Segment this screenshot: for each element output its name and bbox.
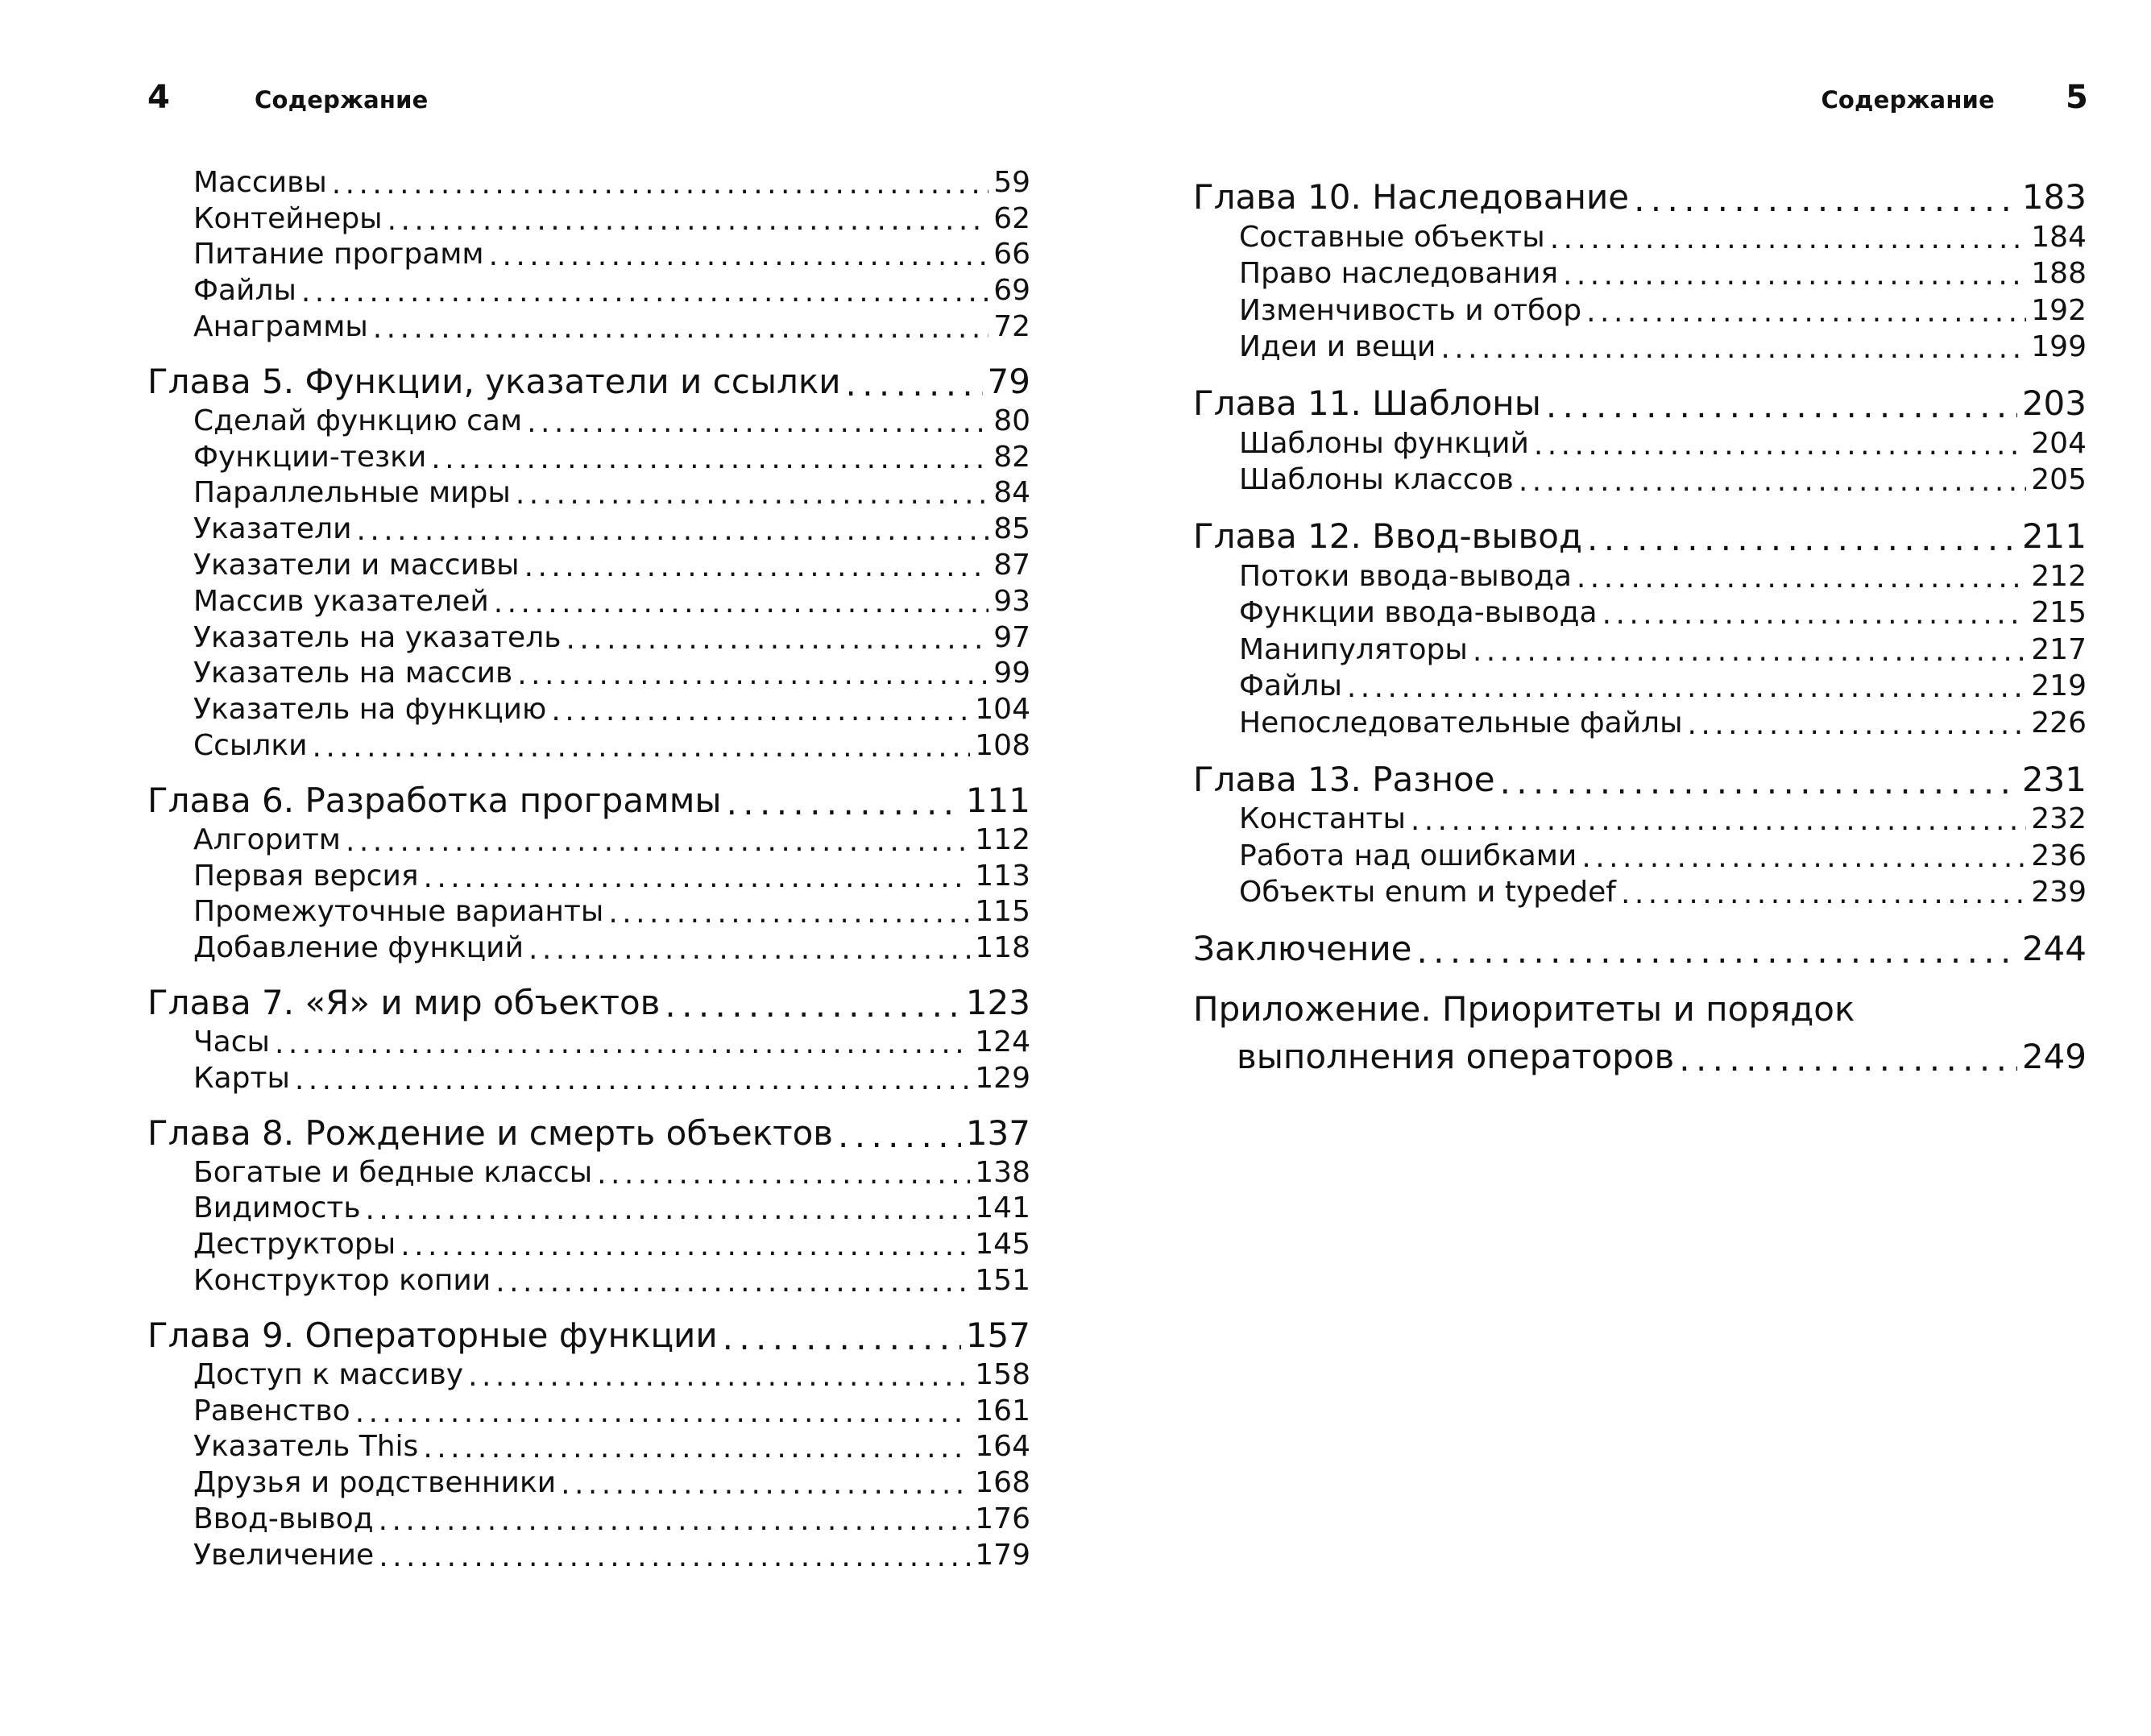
section-entry [147,1022,1030,1059]
section-entry [147,271,1030,307]
leader-dots [295,1066,970,1095]
section-title: Доступ к массиву [193,1357,464,1391]
section-title: Сделай функцию сам [193,404,523,437]
chapter-entry [1193,506,2087,556]
right-running-head [1821,79,2088,116]
section-entry [1193,217,2087,254]
section-title: Указатель на массив [193,657,513,690]
page-number: 112 [975,822,1030,856]
toc-group [147,1104,1030,1297]
section-entry [147,1189,1030,1225]
chapter-title: Глава 9. Операторные функции [147,1315,718,1355]
leader-dots [561,1470,970,1499]
leader-dots [366,1195,971,1224]
section-entry [147,1355,1030,1391]
section-entry [147,1391,1030,1427]
page-number: 232 [2031,802,2087,835]
page-number: 168 [975,1466,1030,1500]
appendix-title-line2: выполнения операторов [1237,1037,1675,1076]
section-title: Деструкторы [193,1228,396,1262]
page-number: 108 [975,728,1030,762]
page-number: 217 [2031,632,2087,666]
page-number: 215 [2031,596,2087,629]
section-title: Непоследовательные файлы [1239,706,1683,740]
section-title: Увеличение [193,1538,375,1572]
page-number: 151 [975,1263,1030,1297]
section-title: Анаграммы [193,309,368,343]
leader-dots [1621,880,2026,909]
page-number: 192 [2031,293,2087,327]
chapter-title: Глава 6. Разработка программы [147,780,722,820]
section-entry [1193,835,2087,872]
leader-dots [388,206,989,235]
page-number: 164 [975,1430,1030,1464]
section-title: Часы [193,1025,270,1059]
section-title: Алгоритм [193,822,341,856]
leader-dots [727,786,961,820]
toc-group [147,1307,1030,1572]
section-entry [1193,629,2087,666]
section-title: Параллельные миры [193,476,511,510]
page-number: 69 [993,274,1030,308]
chapter-entry [147,974,1030,1022]
page-number: 111 [965,780,1030,820]
toc-appendix [1193,989,2087,1076]
section-entry [147,235,1030,271]
section-title: Указатель This [193,1430,419,1464]
page-number: 244 [2021,929,2087,968]
chapter-title: Глава 11. Шаблоны [1193,383,1541,423]
section-entry [1193,327,2087,364]
section-entry [1193,460,2087,497]
page-number: 219 [2031,669,2087,702]
section-entry [147,437,1030,474]
leader-dots [1586,298,2026,327]
page-number: 66 [993,238,1030,271]
section-title: Контейнеры [193,201,383,235]
leader-dots [489,242,989,271]
page-number: 80 [993,404,1030,437]
leader-dots [423,1434,970,1463]
leader-dots [665,988,960,1022]
chapter-entry [1193,749,2087,799]
section-title: Конструктор копии [193,1263,491,1297]
section-title: Файлы [193,274,296,308]
leader-dots [356,516,988,545]
section-entry [1193,702,2087,740]
leader-dots [1534,431,2026,460]
section-title: Шаблоны функций [1239,426,1529,460]
toc-group [147,353,1030,762]
section-entry [1193,666,2087,703]
section-entry [147,163,1030,199]
chapter-entry [147,772,1030,820]
chapter-title: Глава 8. Рождение и смерть объектов [147,1112,834,1153]
section-title: Файлы [1239,669,1342,702]
left-toc [147,163,1030,1581]
section-entry [1193,423,2087,460]
leader-dots [431,445,988,474]
appendix-entry [1193,1031,2087,1076]
leader-dots [597,1160,970,1189]
chapter-entry [147,353,1030,401]
page-number: 158 [975,1357,1030,1391]
leader-dots [424,864,971,893]
page-number: 79 [987,361,1030,401]
leader-dots [379,1506,971,1535]
section-title: Видимость [193,1191,361,1225]
toc-group [1193,373,2087,496]
leader-dots [528,935,970,964]
leader-dots [838,1119,961,1153]
leader-dots [1519,467,2026,496]
page-number: 211 [2021,516,2087,556]
section-entry [147,1059,1030,1095]
page-number: 62 [993,201,1030,235]
section-title: Указатель на функцию [193,693,547,727]
chapter-entry [1193,373,2087,423]
section-entry [147,1463,1030,1499]
chapter-title: Глава 7. «Я» и мир объектов [147,983,661,1023]
section-title: Ввод-вывод [193,1502,374,1535]
right-running-head-title: Содержание [1821,86,1995,114]
section-title: Составные объекты [1239,220,1545,254]
section-title: Потоки ввода-вывода [1239,559,1572,593]
chapter-entry [1193,918,2087,968]
page-number: 124 [975,1025,1030,1059]
section-entry [147,1261,1030,1297]
leader-dots [1577,564,2026,593]
section-title: Указатели и массивы [193,548,520,582]
chapter-title: Глава 12. Ввод-вывод [1193,516,1583,556]
section-entry [147,545,1030,582]
right-page-number: 5 [2065,79,2088,116]
section-entry [147,1499,1030,1535]
page-number: 239 [2031,876,2087,909]
leader-dots [517,661,988,690]
page-number: 203 [2021,383,2087,423]
toc-group [1193,506,2087,740]
chapter-entry [147,1307,1030,1355]
section-title: Функции-тезки [193,440,427,474]
page-number: 157 [965,1315,1030,1355]
leader-dots [723,1321,961,1355]
chapter-title: Глава 5. Функции, указатели и ссылки [147,361,841,401]
section-entry [147,1153,1030,1189]
leader-dots [1500,765,2017,799]
appendix-title-line1: Приложение. Приоритеты и порядок [1193,989,1855,1029]
page-number: 183 [2021,177,2087,217]
leader-dots [1587,522,2017,556]
toc-group [147,163,1030,343]
section-entry [147,199,1030,235]
section-title: Указатель на указатель [193,620,562,654]
leader-dots [551,697,970,726]
page-number: 93 [993,584,1030,618]
section-title: Функции ввода-вывода [1239,596,1598,629]
leader-dots [400,1232,970,1261]
section-title: Равенство [193,1394,350,1427]
page-number: 205 [2031,463,2087,496]
leader-dots [1416,934,2016,968]
leader-dots [1581,843,2026,872]
section-entry [147,820,1030,856]
leader-dots [494,589,988,618]
leader-dots [1473,637,2026,666]
leader-dots [346,827,970,856]
leader-dots [495,1268,970,1297]
appendix-page-number: 249 [2021,1037,2087,1076]
page-number: 129 [975,1061,1030,1095]
leader-dots [1679,1042,2017,1076]
section-title: Массивы [193,165,327,199]
section-title: Добавление функций [193,931,524,965]
section-title: Карты [193,1061,290,1095]
section-entry [147,509,1030,545]
section-entry [1193,799,2087,836]
chapter-title: Глава 10. Наследование [1193,177,1630,217]
section-title: Манипуляторы [1239,632,1468,666]
leader-dots [1688,711,2027,740]
leader-dots [313,733,971,762]
page-number: 138 [975,1155,1030,1189]
section-entry [147,1427,1030,1464]
section-title: Право наследования [1239,257,1558,290]
page-number: 226 [2031,706,2087,740]
toc-group [1193,918,2087,968]
leader-dots [275,1030,970,1059]
section-entry [147,1224,1030,1261]
section-entry [1193,593,2087,630]
section-title: Изменчивость и отбор [1239,293,1582,327]
section-title: Богатые и бедные классы [193,1155,593,1189]
toc-group [1193,749,2087,909]
section-title: Константы [1239,802,1406,835]
leader-dots [566,625,988,654]
leader-dots [1550,225,2027,254]
section-entry [147,582,1030,618]
section-entry [147,928,1030,964]
left-page-number: 4 [147,79,171,116]
page-number: 231 [2021,759,2087,799]
section-entry [1193,254,2087,291]
page-number: 99 [993,657,1030,690]
leader-dots [332,170,988,199]
right-toc [1193,167,2087,1086]
section-entry [147,1535,1030,1572]
page-number: 85 [993,512,1030,546]
leader-dots [1634,183,2017,217]
leader-dots [1563,261,2026,290]
section-entry [1193,872,2087,909]
page-number: 204 [2031,426,2087,460]
leader-dots [1546,389,2017,423]
chapter-title: Заключение [1193,929,1412,968]
toc-group [147,974,1030,1095]
section-title: Массив указателей [193,584,489,618]
leader-dots [355,1398,971,1427]
page-number: 176 [975,1502,1030,1535]
page-number: 115 [975,895,1030,929]
page-number: 123 [965,983,1030,1023]
toc-group [1193,167,2087,363]
section-title: Первая версия [193,859,419,893]
leader-dots [1411,806,2026,835]
section-entry [147,856,1030,893]
chapter-entry [1193,167,2087,217]
page-number: 118 [975,931,1030,965]
leader-dots [1440,334,2026,363]
section-entry [1193,290,2087,327]
section-title: Работа над ошибками [1239,839,1577,872]
section-title: Идеи и вещи [1239,330,1436,363]
section-title: Промежуточные варианты [193,895,604,929]
leader-dots [1602,600,2027,629]
section-entry [1193,556,2087,593]
section-entry [147,654,1030,690]
section-entry [147,893,1030,929]
page-number: 188 [2031,257,2087,290]
section-entry [147,474,1030,510]
chapter-entry [147,1104,1030,1153]
left-running-head-title: Содержание [255,86,429,114]
leader-dots [524,553,989,582]
section-entry [147,618,1030,654]
section-title: Шаблоны классов [1239,463,1514,496]
page-number: 179 [975,1538,1030,1572]
leader-dots [846,367,983,401]
page-number: 161 [975,1394,1030,1427]
leader-dots [301,278,988,307]
page-number: 184 [2031,220,2087,254]
section-title: Указатели [193,512,352,546]
page-number: 87 [993,548,1030,582]
section-title: Питание программ [193,238,484,271]
section-title: Ссылки [193,728,308,762]
section-entry [147,690,1030,726]
leader-dots [373,314,988,343]
page-number: 145 [975,1228,1030,1262]
section-title: Друзья и родственники [193,1466,557,1500]
section-entry [147,726,1030,762]
leader-dots [1347,673,2026,702]
leader-dots [608,899,970,928]
leader-dots [527,408,988,437]
right-page [1076,0,2151,1736]
page-number: 141 [975,1191,1030,1225]
page-number: 97 [993,620,1030,654]
section-entry [147,307,1030,343]
page-number: 199 [2031,330,2087,363]
chapter-title: Глава 13. Разное [1193,759,1495,799]
page-number: 137 [965,1112,1030,1153]
page-number: 72 [993,309,1030,343]
page-number: 82 [993,440,1030,474]
section-title: Объекты enum и typedef [1239,876,1616,909]
toc-group [147,772,1030,964]
page-number: 113 [975,859,1030,893]
page-number: 59 [993,165,1030,199]
page-number: 236 [2031,839,2087,872]
page-number: 84 [993,476,1030,510]
page-number: 104 [975,693,1030,727]
page-number: 212 [2031,559,2087,593]
left-running-head [147,79,429,116]
section-entry [147,401,1030,437]
leader-dots [379,1543,970,1572]
leader-dots [468,1362,970,1391]
leader-dots [516,480,988,509]
